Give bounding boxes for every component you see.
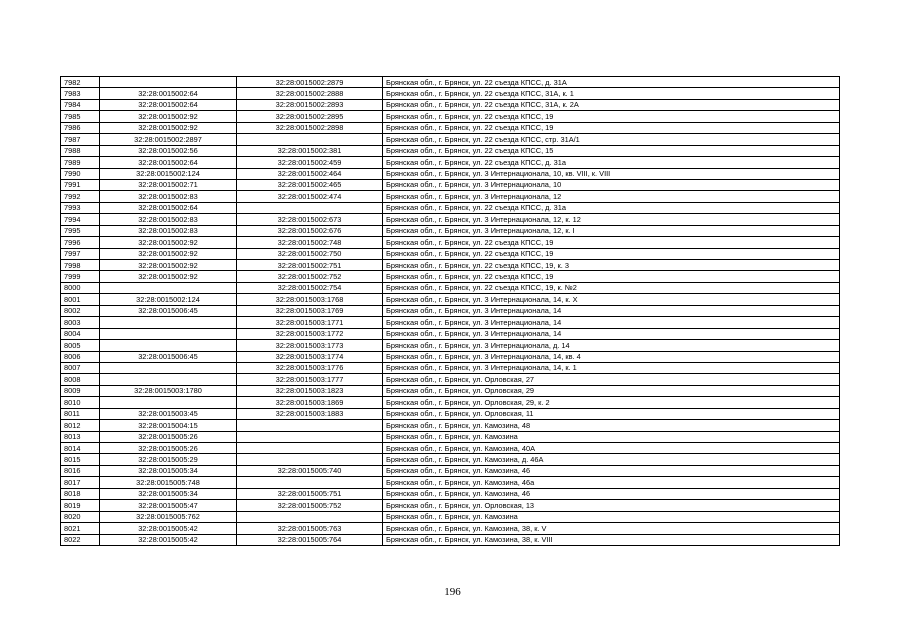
table-row: [61, 99, 840, 110]
parent-cadastral-cell: 32:28:0015002:56: [100, 145, 237, 156]
row-number-cell: 8004: [61, 328, 100, 339]
row-number-cell: 7991: [61, 179, 100, 190]
address-cell: Брянская обл., г. Брянск, ул. 22 съезда КПСС, 31А, к. 1: [383, 88, 840, 99]
address-cell: Брянская обл., г. Брянск, ул. 22 съезда КПСС, стр. 31А/1: [383, 134, 840, 145]
parent-cadastral-cell: 32:28:0015005:748: [100, 477, 237, 488]
parent-cadastral-cell: 32:28:0015005:34: [100, 488, 237, 499]
cadastral-number-cell: 32:28:0015002:474: [237, 191, 383, 202]
cadastral-number-cell: 32:28:0015005:751: [237, 488, 383, 499]
row-number-cell: 7987: [61, 134, 100, 145]
row-number-cell: 7990: [61, 168, 100, 179]
address-cell: Брянская обл., г. Брянск, ул. 22 съезда КПСС, д. 31а: [383, 157, 840, 168]
parent-cadastral-cell: 32:28:0015005:26: [100, 443, 237, 454]
row-number-cell: 8007: [61, 362, 100, 373]
parent-cadastral-cell: [100, 328, 237, 339]
cadastral-number-cell: 32:28:0015002:754: [237, 282, 383, 293]
table-row: [61, 260, 840, 271]
table-row: [61, 88, 840, 99]
row-number-cell: 7986: [61, 122, 100, 133]
row-number-cell: 7996: [61, 237, 100, 248]
table-row: [61, 511, 840, 522]
cadastral-number-cell: 32:28:0015002:381: [237, 145, 383, 156]
address-cell: Брянская обл., г. Брянск, ул. 3 Интернационала, 14, кв. 4: [383, 351, 840, 362]
address-cell: Брянская обл., г. Брянск, ул. Орловская, 13: [383, 500, 840, 511]
parent-cadastral-cell: 32:28:0015002:83: [100, 214, 237, 225]
row-number-cell: 7999: [61, 271, 100, 282]
cadastral-number-cell: 32:28:0015002:465: [237, 179, 383, 190]
parent-cadastral-cell: [100, 397, 237, 408]
address-cell: Брянская обл., г. Брянск, ул. 3 Интернационала, 10: [383, 179, 840, 190]
cadastral-number-cell: 32:28:0015002:676: [237, 225, 383, 236]
row-number-cell: 7998: [61, 260, 100, 271]
cadastral-number-cell: 32:28:0015002:750: [237, 248, 383, 259]
address-cell: Брянская обл., г. Брянск, ул. Орловская, 29, к. 2: [383, 397, 840, 408]
table-row: [61, 191, 840, 202]
parent-cadastral-cell: [100, 77, 237, 88]
row-number-cell: 8017: [61, 477, 100, 488]
cadastral-number-cell: 32:28:0015002:751: [237, 260, 383, 271]
parent-cadastral-cell: 32:28:0015005:42: [100, 523, 237, 534]
address-cell: Брянская обл., г. Брянск, ул. 22 съезда КПСС, 19: [383, 122, 840, 133]
parent-cadastral-cell: 32:28:0015002:92: [100, 260, 237, 271]
cadastral-number-cell: 32:28:0015003:1869: [237, 397, 383, 408]
cadastral-table: [60, 76, 840, 546]
row-number-cell: 7997: [61, 248, 100, 259]
address-cell: Брянская обл., г. Брянск, ул. 3 Интернационала, 14, к. X: [383, 294, 840, 305]
parent-cadastral-cell: 32:28:0015003:1780: [100, 385, 237, 396]
address-cell: Брянская обл., г. Брянск, ул. 22 съезда КПСС, 19: [383, 111, 840, 122]
table-row: [61, 397, 840, 408]
address-cell: Брянская обл., г. Брянск, ул. 22 съезда КПСС, 19: [383, 271, 840, 282]
address-cell: Брянская обл., г. Брянск, ул. 3 Интернационала, 14: [383, 328, 840, 339]
parent-cadastral-cell: 32:28:0015005:34: [100, 465, 237, 476]
address-cell: Брянская обл., г. Брянск, ул. Камозина: [383, 511, 840, 522]
cadastral-number-cell: 32:28:0015002:2893: [237, 99, 383, 110]
cadastral-number-cell: 32:28:0015003:1777: [237, 374, 383, 385]
address-cell: Брянская обл., г. Брянск, ул. Камозина: [383, 431, 840, 442]
cadastral-number-cell: [237, 511, 383, 522]
address-cell: Брянская обл., г. Брянск, ул. Камозина, 38, к. VIII: [383, 534, 840, 545]
row-number-cell: 8011: [61, 408, 100, 419]
table-row: [61, 443, 840, 454]
address-cell: Брянская обл., г. Брянск, ул. 3 Интернационала, 14: [383, 317, 840, 328]
cadastral-number-cell: 32:28:0015003:1883: [237, 408, 383, 419]
table-row: [61, 374, 840, 385]
row-number-cell: 8014: [61, 443, 100, 454]
table-row: [61, 477, 840, 488]
address-cell: Брянская обл., г. Брянск, ул. 3 Интернационала, 12: [383, 191, 840, 202]
cadastral-number-cell: 32:28:0015002:2898: [237, 122, 383, 133]
cadastral-number-cell: 32:28:0015002:2895: [237, 111, 383, 122]
table-row: [61, 271, 840, 282]
row-number-cell: 8006: [61, 351, 100, 362]
parent-cadastral-cell: 32:28:0015002:2897: [100, 134, 237, 145]
cadastral-number-cell: 32:28:0015005:752: [237, 500, 383, 511]
parent-cadastral-cell: 32:28:0015002:92: [100, 271, 237, 282]
address-cell: Брянская обл., г. Брянск, ул. 22 съезда КПСС, 19: [383, 237, 840, 248]
row-number-cell: 7989: [61, 157, 100, 168]
table-row: [61, 408, 840, 419]
parent-cadastral-cell: 32:28:0015005:26: [100, 431, 237, 442]
parent-cadastral-cell: 32:28:0015002:64: [100, 88, 237, 99]
row-number-cell: 7983: [61, 88, 100, 99]
parent-cadastral-cell: 32:28:0015002:92: [100, 111, 237, 122]
row-number-cell: 7985: [61, 111, 100, 122]
cadastral-number-cell: 32:28:0015002:2879: [237, 77, 383, 88]
table-row: [61, 465, 840, 476]
page-number: 196: [444, 586, 461, 598]
cadastral-number-cell: [237, 443, 383, 454]
parent-cadastral-cell: 32:28:0015006:45: [100, 351, 237, 362]
address-cell: Брянская обл., г. Брянск, ул. 22 съезда КПСС, 31А, к. 2А: [383, 99, 840, 110]
table-row: [61, 225, 840, 236]
table-row: [61, 111, 840, 122]
table-row: [61, 202, 840, 213]
address-cell: Брянская обл., г. Брянск, ул. 22 съезда КПСС, д. 31А: [383, 77, 840, 88]
row-number-cell: 7993: [61, 202, 100, 213]
parent-cadastral-cell: 32:28:0015002:124: [100, 168, 237, 179]
row-number-cell: 7995: [61, 225, 100, 236]
parent-cadastral-cell: 32:28:0015004:15: [100, 420, 237, 431]
cadastral-number-cell: 32:28:0015002:673: [237, 214, 383, 225]
address-cell: Брянская обл., г. Брянск, ул. 22 съезда КПСС, д. 31а: [383, 202, 840, 213]
cadastral-number-cell: [237, 477, 383, 488]
parent-cadastral-cell: 32:28:0015003:45: [100, 408, 237, 419]
address-cell: Брянская обл., г. Брянск, ул. 22 съезда КПСС, 19: [383, 248, 840, 259]
address-cell: Брянская обл., г. Брянск, ул. 3 Интернационала, 14, к. 1: [383, 362, 840, 373]
row-number-cell: 7994: [61, 214, 100, 225]
table-row: [61, 328, 840, 339]
address-cell: Брянская обл., г. Брянск, ул. Орловская, 27: [383, 374, 840, 385]
parent-cadastral-cell: 32:28:0015005:29: [100, 454, 237, 465]
cadastral-number-cell: [237, 202, 383, 213]
table-row: [61, 340, 840, 351]
table-row: [61, 134, 840, 145]
address-cell: Брянская обл., г. Брянск, ул. Камозина, д. 46А: [383, 454, 840, 465]
cadastral-number-cell: 32:28:0015003:1772: [237, 328, 383, 339]
cadastral-number-cell: 32:28:0015003:1776: [237, 362, 383, 373]
parent-cadastral-cell: [100, 340, 237, 351]
table-row: [61, 454, 840, 465]
address-cell: Брянская обл., г. Брянск, ул. 22 съезда КПСС, 19, к. 3: [383, 260, 840, 271]
parent-cadastral-cell: 32:28:0015006:45: [100, 305, 237, 316]
address-cell: Брянская обл., г. Брянск, ул. Камозина, 38, к. V: [383, 523, 840, 534]
parent-cadastral-cell: [100, 317, 237, 328]
address-cell: Брянская обл., г. Брянск, ул. 3 Интернационала, д. 14: [383, 340, 840, 351]
address-cell: Брянская обл., г. Брянск, ул. Орловская, 29: [383, 385, 840, 396]
table-row: [61, 431, 840, 442]
row-number-cell: 8010: [61, 397, 100, 408]
row-number-cell: 8009: [61, 385, 100, 396]
row-number-cell: 7992: [61, 191, 100, 202]
address-cell: Брянская обл., г. Брянск, ул. 22 съезда КПСС, 19, к. №2: [383, 282, 840, 293]
table-row: [61, 420, 840, 431]
cadastral-number-cell: 32:28:0015002:748: [237, 237, 383, 248]
parent-cadastral-cell: 32:28:0015002:64: [100, 99, 237, 110]
parent-cadastral-cell: 32:28:0015005:762: [100, 511, 237, 522]
cadastral-number-cell: [237, 454, 383, 465]
row-number-cell: 8003: [61, 317, 100, 328]
cadastral-number-cell: 32:28:0015002:2888: [237, 88, 383, 99]
cadastral-number-cell: 32:28:0015002:464: [237, 168, 383, 179]
row-number-cell: 8021: [61, 523, 100, 534]
table-row: [61, 145, 840, 156]
address-cell: Брянская обл., г. Брянск, ул. 3 Интернационала, 10, кв. VIII, к. VIII: [383, 168, 840, 179]
parent-cadastral-cell: [100, 362, 237, 373]
address-cell: Брянская обл., г. Брянск, ул. 22 съезда КПСС, 15: [383, 145, 840, 156]
cadastral-number-cell: 32:28:0015003:1823: [237, 385, 383, 396]
parent-cadastral-cell: [100, 374, 237, 385]
row-number-cell: 8001: [61, 294, 100, 305]
parent-cadastral-cell: 32:28:0015002:71: [100, 179, 237, 190]
parent-cadastral-cell: 32:28:0015002:64: [100, 202, 237, 213]
table-row: [61, 317, 840, 328]
row-number-cell: 8016: [61, 465, 100, 476]
address-cell: Брянская обл., г. Брянск, ул. Камозина, 46а: [383, 477, 840, 488]
cadastral-number-cell: [237, 134, 383, 145]
cadastral-number-cell: 32:28:0015002:752: [237, 271, 383, 282]
table-row: [61, 305, 840, 316]
parent-cadastral-cell: 32:28:0015002:64: [100, 157, 237, 168]
table-row: [61, 500, 840, 511]
parent-cadastral-cell: 32:28:0015002:92: [100, 122, 237, 133]
table-row: [61, 237, 840, 248]
row-number-cell: 8019: [61, 500, 100, 511]
cadastral-number-cell: 32:28:0015003:1773: [237, 340, 383, 351]
row-number-cell: 8022: [61, 534, 100, 545]
table-row: [61, 294, 840, 305]
parent-cadastral-cell: 32:28:0015005:42: [100, 534, 237, 545]
parent-cadastral-cell: 32:28:0015002:83: [100, 191, 237, 202]
parent-cadastral-cell: 32:28:0015002:83: [100, 225, 237, 236]
table-row: [61, 351, 840, 362]
table-row: [61, 77, 840, 88]
row-number-cell: 8008: [61, 374, 100, 385]
row-number-cell: 7982: [61, 77, 100, 88]
table-row: [61, 168, 840, 179]
table-row: [61, 157, 840, 168]
cadastral-number-cell: 32:28:0015005:763: [237, 523, 383, 534]
table-row: [61, 122, 840, 133]
row-number-cell: 7988: [61, 145, 100, 156]
table-row: [61, 282, 840, 293]
cadastral-number-cell: 32:28:0015003:1771: [237, 317, 383, 328]
address-cell: Брянская обл., г. Брянск, ул. Камозина, 48: [383, 420, 840, 431]
row-number-cell: 7984: [61, 99, 100, 110]
cadastral-number-cell: 32:28:0015003:1768: [237, 294, 383, 305]
table-row: [61, 385, 840, 396]
parent-cadastral-cell: 32:28:0015002:124: [100, 294, 237, 305]
table-row: [61, 214, 840, 225]
parent-cadastral-cell: 32:28:0015002:92: [100, 248, 237, 259]
row-number-cell: 8002: [61, 305, 100, 316]
table-row: [61, 534, 840, 545]
cadastral-number-cell: 32:28:0015002:459: [237, 157, 383, 168]
parent-cadastral-cell: [100, 282, 237, 293]
cadastral-number-cell: 32:28:0015003:1774: [237, 351, 383, 362]
row-number-cell: 8000: [61, 282, 100, 293]
row-number-cell: 8018: [61, 488, 100, 499]
address-cell: Брянская обл., г. Брянск, ул. 3 Интернационала, 12, к. I: [383, 225, 840, 236]
row-number-cell: 8015: [61, 454, 100, 465]
table-row: [61, 179, 840, 190]
address-cell: Брянская обл., г. Брянск, ул. 3 Интернационала, 12, к. 12: [383, 214, 840, 225]
table-row: [61, 488, 840, 499]
cadastral-number-cell: [237, 420, 383, 431]
row-number-cell: 8012: [61, 420, 100, 431]
cadastral-number-cell: 32:28:0015005:740: [237, 465, 383, 476]
parent-cadastral-cell: 32:28:0015005:47: [100, 500, 237, 511]
address-cell: Брянская обл., г. Брянск, ул. Камозина, 46: [383, 465, 840, 476]
table-row: [61, 362, 840, 373]
parent-cadastral-cell: 32:28:0015002:92: [100, 237, 237, 248]
row-number-cell: 8020: [61, 511, 100, 522]
address-cell: Брянская обл., г. Брянск, ул. Камозина, 40А: [383, 443, 840, 454]
row-number-cell: 8005: [61, 340, 100, 351]
cadastral-number-cell: [237, 431, 383, 442]
address-cell: Брянская обл., г. Брянск, ул. Камозина, 46: [383, 488, 840, 499]
cadastral-number-cell: 32:28:0015005:764: [237, 534, 383, 545]
cadastral-number-cell: 32:28:0015003:1769: [237, 305, 383, 316]
table-row: [61, 248, 840, 259]
address-cell: Брянская обл., г. Брянск, ул. Орловская, 11: [383, 408, 840, 419]
row-number-cell: 8013: [61, 431, 100, 442]
table-row: [61, 523, 840, 534]
table-body: [61, 77, 840, 546]
address-cell: Брянская обл., г. Брянск, ул. 3 Интернационала, 14: [383, 305, 840, 316]
